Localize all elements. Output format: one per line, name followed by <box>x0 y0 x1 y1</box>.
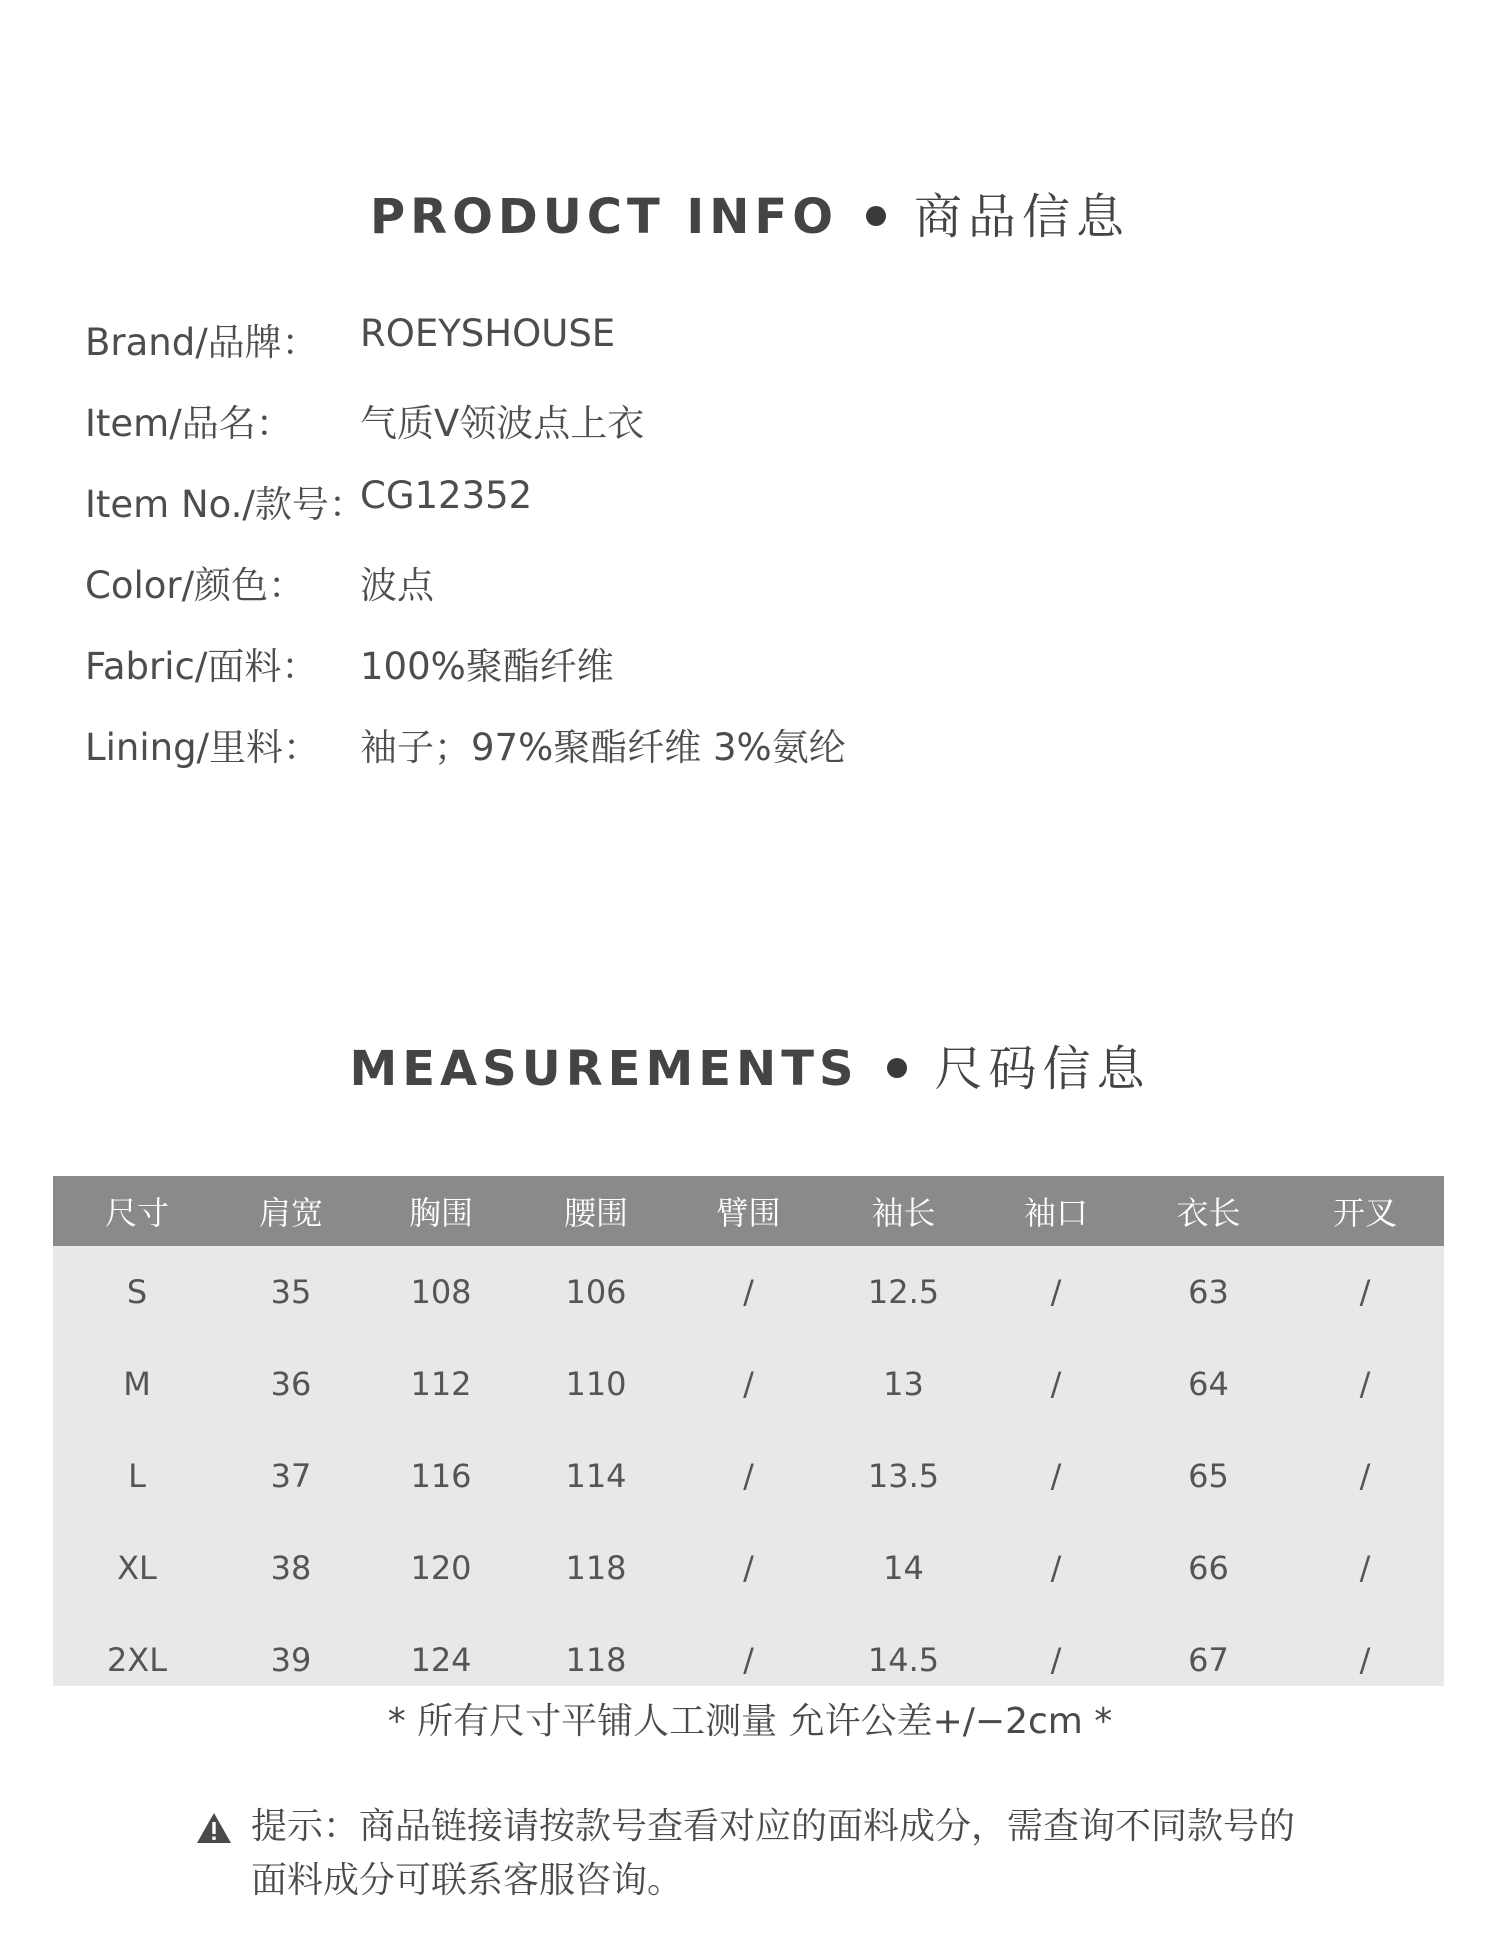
product-info-title-en: PRODUCT INFO <box>369 189 839 245</box>
table-cell: 2XL <box>106 1641 168 1679</box>
product-info-title <box>0 178 1500 247</box>
table-cell: 39 <box>270 1641 312 1679</box>
header-cell: 袖长 <box>871 1194 936 1232</box>
info-value: 袖子；97%聚酯纤维 3%氨纶 <box>360 726 846 769</box>
table-cell: XL <box>117 1549 157 1587</box>
table-cell: 65 <box>1188 1457 1229 1495</box>
table-cell: 36 <box>270 1365 312 1403</box>
info-label: Lining/里料： <box>85 726 321 769</box>
header-cell: 开叉 <box>1332 1194 1397 1232</box>
table-cell: / <box>743 1365 754 1403</box>
table-row <box>53 1246 1444 1338</box>
product-info-title-cn: 商品信息 <box>914 189 1131 245</box>
table-cell: 13 <box>883 1365 924 1403</box>
table-cell: / <box>1359 1365 1371 1403</box>
table-row <box>53 1338 1444 1430</box>
table-cell: / <box>1050 1457 1062 1495</box>
info-value: ROEYSHOUSE <box>360 312 616 355</box>
table-cell: 63 <box>1188 1273 1229 1311</box>
title-dot <box>887 1058 907 1078</box>
title-dot <box>866 206 886 226</box>
table-cell: / <box>1050 1273 1062 1311</box>
header-cell: 袖口 <box>1023 1194 1088 1232</box>
tip-block <box>196 1800 1326 1908</box>
table-cell: 14.5 <box>867 1641 940 1679</box>
table-cell: L <box>128 1457 146 1495</box>
table-cell: / <box>1359 1641 1371 1679</box>
measurements-title <box>0 1030 1500 1099</box>
table-cell: 118 <box>565 1549 627 1587</box>
info-label: Item/品名： <box>85 402 293 445</box>
table-cell: 108 <box>410 1273 472 1311</box>
measurements-title-en: MEASUREMENTS <box>349 1041 859 1097</box>
table-cell: 35 <box>270 1273 312 1311</box>
info-value: 波点 <box>360 564 434 607</box>
table-row <box>53 1522 1444 1614</box>
table-cell: 112 <box>410 1365 472 1403</box>
table-cell: 106 <box>565 1273 627 1311</box>
info-label: Brand/品牌： <box>85 321 319 364</box>
table-cell: 14 <box>883 1549 924 1587</box>
table-header <box>53 1176 1444 1246</box>
table-cell: 110 <box>565 1365 627 1403</box>
info-value: 气质V领波点上衣 <box>360 402 645 445</box>
tip-text: 提示：商品链接请按款号查看对应的面料成分，需查询不同款号的面料成分可联系客服咨询。 <box>251 1806 1296 1901</box>
header-cell: 肩宽 <box>258 1194 323 1232</box>
table-row <box>53 1430 1444 1522</box>
table-cell: 37 <box>270 1457 312 1495</box>
table-cell: 124 <box>410 1641 472 1679</box>
header-cell: 臂围 <box>716 1194 781 1232</box>
info-value: CG12352 <box>360 474 533 517</box>
measurements-title-cn: 尺码信息 <box>934 1041 1151 1097</box>
table-cell: / <box>1359 1273 1371 1311</box>
size-table <box>53 1176 1444 1686</box>
table-cell: / <box>743 1641 754 1679</box>
table-cell: 13.5 <box>867 1457 940 1495</box>
table-cell: 64 <box>1188 1365 1229 1403</box>
info-label: Item No./款号： <box>85 483 366 526</box>
header-cell: 胸围 <box>408 1194 473 1232</box>
measurement-note: * 所有尺寸平铺人工测量 允许公差+/−2cm * <box>387 1701 1113 1742</box>
info-label: Fabric/面料： <box>85 645 319 688</box>
info-value: 100%聚酯纤维 <box>360 645 614 688</box>
table-cell: 66 <box>1188 1549 1229 1587</box>
header-cell: 腰围 <box>563 1194 628 1232</box>
table-cell: M <box>123 1365 151 1403</box>
info-label: Color/颜色： <box>85 564 306 607</box>
table-cell: 120 <box>410 1549 472 1587</box>
table-cell: / <box>1050 1549 1062 1587</box>
table-cell: 116 <box>410 1457 472 1495</box>
table-cell: / <box>1359 1457 1371 1495</box>
table-cell: 67 <box>1188 1641 1229 1679</box>
table-cell: 12.5 <box>867 1273 940 1311</box>
table-cell: / <box>1359 1549 1371 1587</box>
table-cell: 38 <box>270 1549 312 1587</box>
table-cell: / <box>743 1549 754 1587</box>
header-cell: 衣长 <box>1176 1194 1241 1232</box>
warning-icon <box>196 1812 232 1844</box>
table-cell: / <box>743 1457 754 1495</box>
table-cell: / <box>1050 1365 1062 1403</box>
table-cell: / <box>743 1273 754 1311</box>
header-cell: 尺寸 <box>104 1194 169 1232</box>
table-cell: 114 <box>565 1457 627 1495</box>
table-cell: 118 <box>565 1641 627 1679</box>
table-cell: / <box>1050 1641 1062 1679</box>
table-cell: S <box>126 1273 148 1311</box>
